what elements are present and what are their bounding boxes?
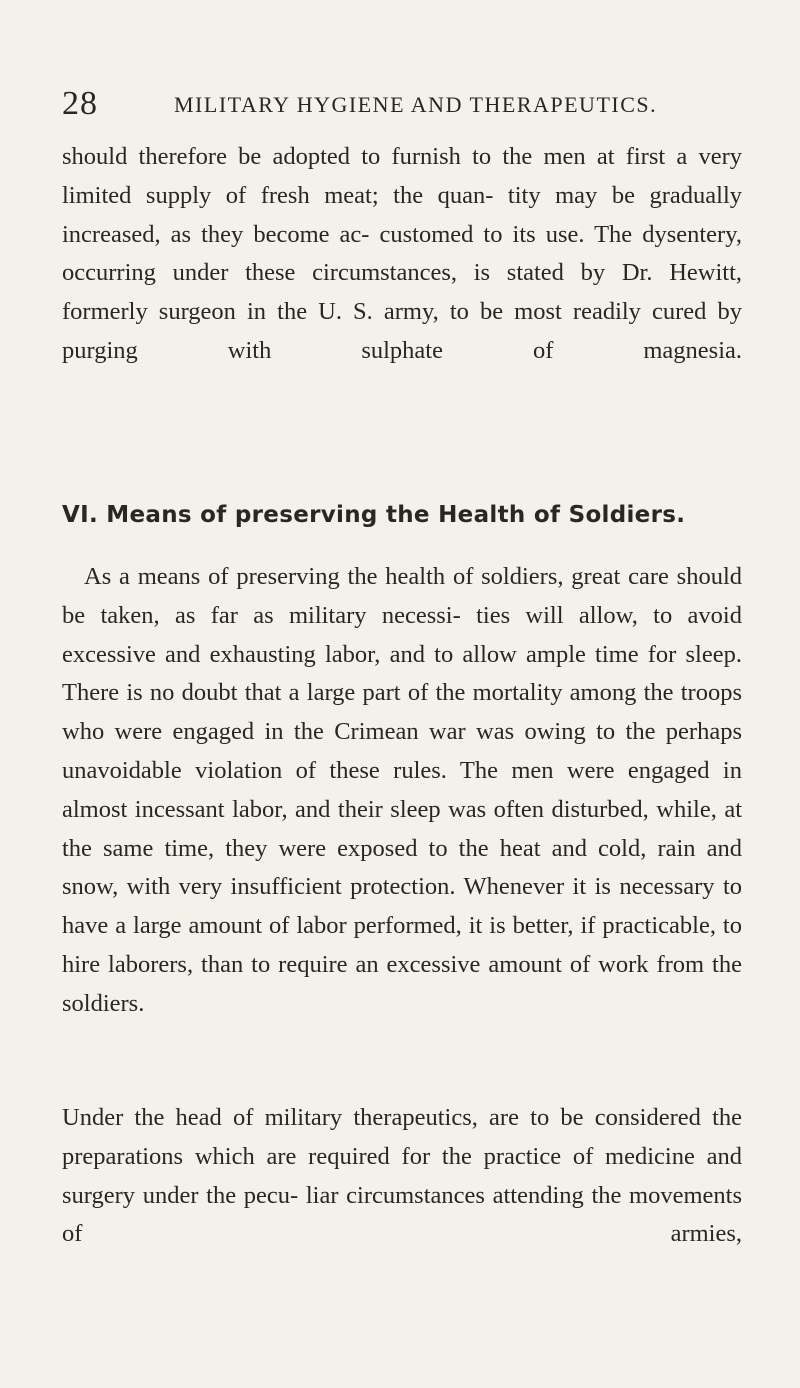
paragraph-preserving-health: As a means of preserving the health of soldiers, great care should be taken, as far as military necessi- ties will allow, to avoid excessive and exhausting labor, and to allow ample time for sleep. There is no doubt that a large part of the mortality among the troops who were engaged in the Crimean war was owing to the perhaps unavoidable violation of these rules. The men were engaged in almost incessant labor, and their sleep was often disturbed, while, at the same time, they were exposed to the heat and cold, rain and snow, with very insufficient protection. Whenever it is necessary to have a large amount of labor performed, it is better, if practicable, to hire laborers, than to require an excessive amount of work from the soldiers. <box>62 563 742 1017</box>
paragraph-military-therapeutics: Under the head of military therapeutics, are to be considered the preparations which are required for the practice of medicine and surgery under the pecu- liar circumstances attending the movements of armies, <box>62 1104 742 1248</box>
page-number: 28 <box>62 85 98 122</box>
running-title: MILITARY HYGIENE AND THERAPEUTICS. <box>174 92 658 117</box>
section-heading: VI. Means of preserving the Health of Soldiers. <box>62 502 686 528</box>
page-header <box>62 84 762 124</box>
paragraph-dysentery-treatment: should therefore be adopted to furnish to the men at first a very limited supply of fresh meat; the quan- tity may be gradually increased, as they become ac- customed to its use. The dysentery, occurring under these circumstances, is stated by Dr. Hewitt, formerly surgeon in the U. S. army, to be most readily cured by purging with sulphate of magnesia. <box>62 143 742 364</box>
